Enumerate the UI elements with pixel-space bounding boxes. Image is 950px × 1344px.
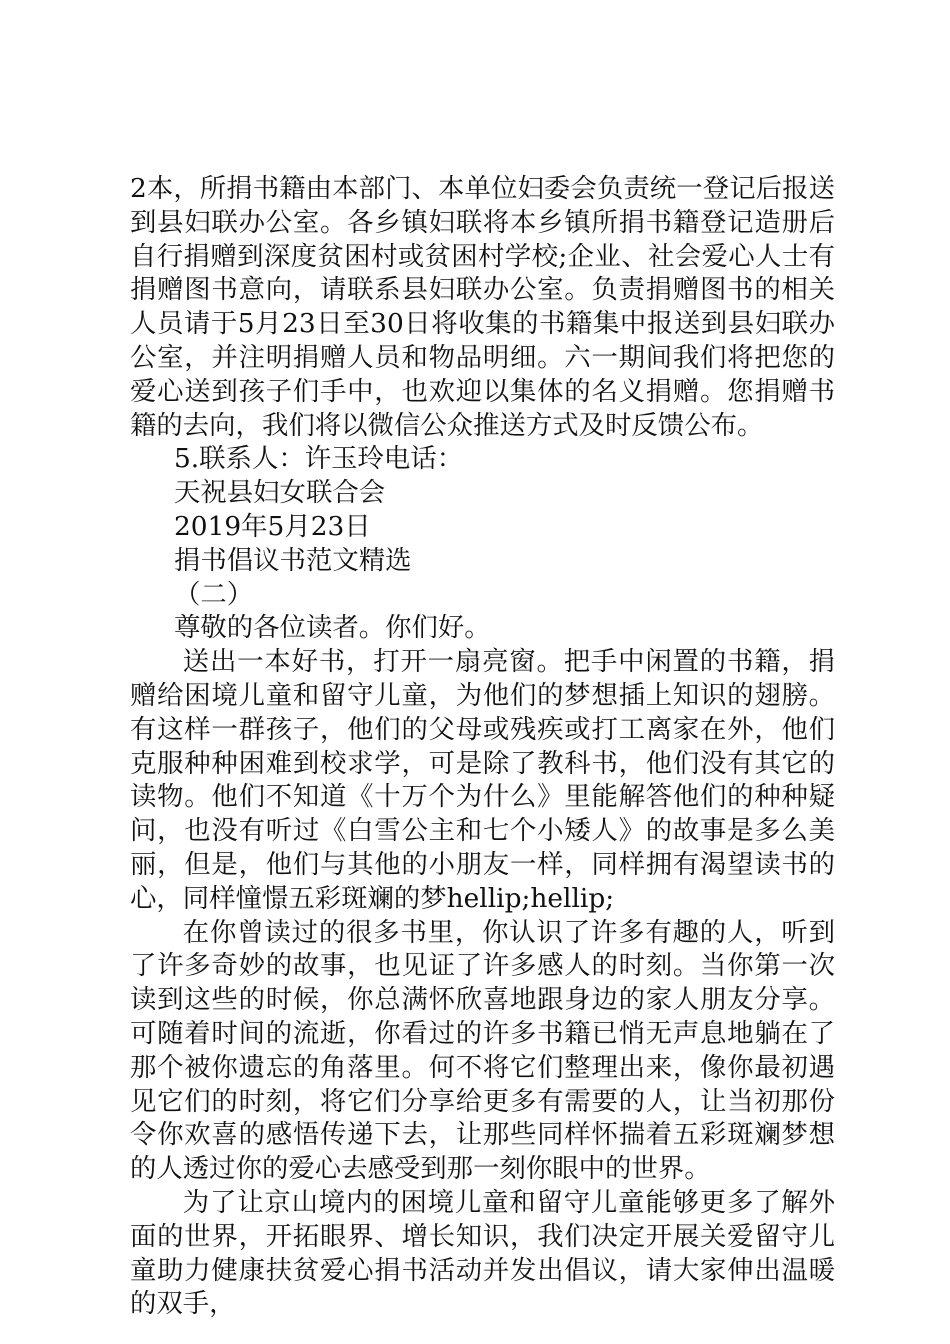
paragraph-initiative: 为了让京山境内的困境儿童和留守儿童能够更多了解外面的世界，开拓眼界、增长知识，我们决定开展关爱留守儿童助力健康扶贫爱心捐书活动并发出倡议，请大家伸出温暖的双手， [130, 1186, 835, 1320]
signature-date: 2019年5月23日 [174, 510, 371, 542]
paragraph-intro: 送出一本好书，打开一扇亮窗。把手中闲置的书籍，捐赠给困境儿童和留守儿童，为他们的梦想插上知识的翅膀。有这样一群孩子，他们的父母或残疾或打工离家在外，他们克服种种困难到校求学，可是除了教科书，他们没有其它的读物。他们不知道《十万个为什么》里能解答他们的种种疑问，也没有听过《白雪公主和七个小矮人》的故事是多么美丽，但是，他们与其他的小朋友一样，同样拥有渴望读书的心，同样憧憬五彩斑斓的梦hellip;hellip; [130, 646, 835, 914]
paragraph-reading-memories: 在你曾读过的很多书里，你认识了许多有趣的人，听到了许多奇妙的故事，也见证了许多感人的时刻。当你第一次读到这些的时候，你总满怀欣喜地跟身边的家人朋友分享。可随着时间的流逝，你看过的许多书籍已悄无声息地躺在了那个被你遗忘的角落里。何不将它们整理出来，像你最初遇见它们的时刻，将它们分享给更多有需要的人，让当初那份令你欢喜的感悟传递下去，让那些同样怀揣着五彩斑斓梦想的人透过你的爱心去感受到那一刻你眼中的世界。 [130, 916, 835, 1185]
salutation: 尊敬的各位读者。你们好。 [174, 612, 491, 644]
section-title: 捐书倡议书范文精选 [174, 544, 412, 576]
contact-line: 5.联系人：许玉玲电话： [174, 443, 464, 475]
document-body [130, 172, 835, 1321]
section-number: （二） [174, 578, 254, 610]
paragraph-donation-procedure: 2本，所捐书籍由本部门、本单位妇委会负责统一登记后报送到县妇联办公室。各乡镇妇联将本乡镇所捐书籍登记造册后自行捐赠到深度贫困村或贫困村学校;企业、社会爱心人士有捐赠图书意向，请联系县妇联办公室。负责捐赠图书的相关人员请于5月23日至30日将收集的书籍集中报送到县妇联办公室，并注明捐赠人员和物品明细。六一期间我们将把您的爱心送到孩子们手中，也欢迎以集体的名义捐赠。您捐赠书籍的去向，我们将以微信公众推送方式及时反馈公布。 [130, 173, 835, 441]
organization-signature: 天祝县妇女联合会 [174, 477, 386, 509]
